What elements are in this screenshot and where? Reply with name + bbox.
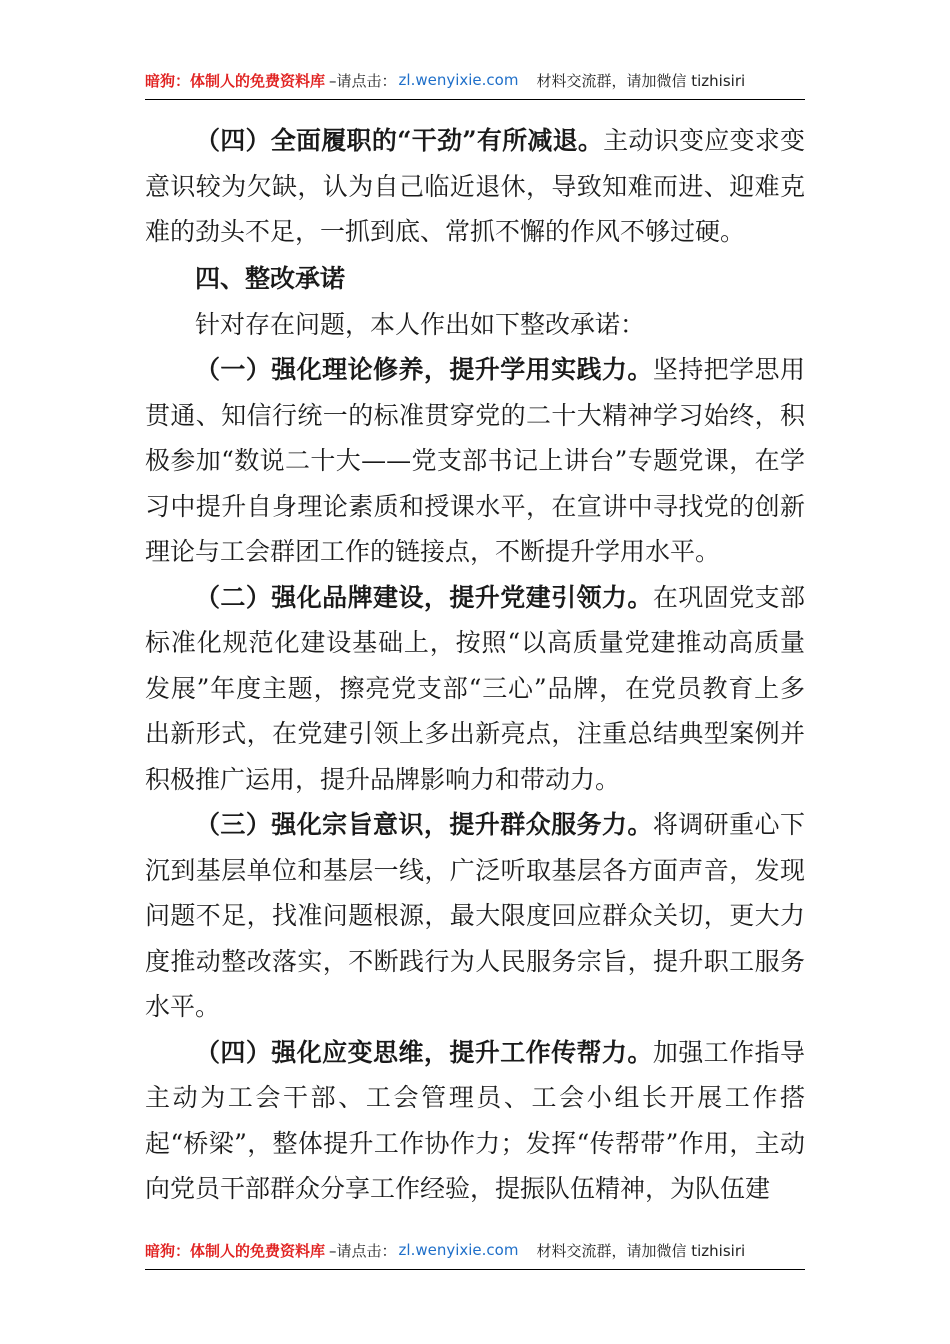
- document-body: [145, 118, 805, 1212]
- commitment-1: [145, 347, 805, 575]
- footer-contact: 材料交流群，请加微信 tizhisiri: [536, 1241, 746, 1260]
- commitment-2: [145, 575, 805, 803]
- footer-brand: 暗狗：体制人的免费资料库: [145, 1241, 326, 1260]
- paragraph-lead: （三）强化宗旨意识，提升群众服务力。: [195, 810, 653, 839]
- header-contact: 材料交流群，请加微信 tizhisiri: [536, 71, 746, 90]
- section-heading: 四、整改承诺: [195, 263, 346, 293]
- paragraph-text: 加强工作指导主动为工会干部、工会管理员、工会小组长开展工作搭起“桥梁”，整体提升工作协作力；发挥“传帮带”作用，主动向党员干部群众分享工作经验，提振队伍精神，为队伍建: [145, 1037, 805, 1203]
- page-footer: [145, 1236, 805, 1264]
- commitment-3: [145, 802, 805, 1030]
- intro-paragraph: 针对存在问题，本人作出如下整改承诺：: [195, 309, 646, 339]
- header-rule: [145, 99, 805, 100]
- header-brand: 暗狗：体制人的免费资料库: [145, 71, 326, 90]
- paragraph-4-shortcoming: [145, 118, 805, 255]
- header-link[interactable]: zl.wenyixie.com: [398, 71, 519, 89]
- footer-prompt: –请点击：: [329, 1241, 397, 1260]
- paragraph-text: 主动识变应变求变意识较为欠缺，认为自己临近退休，导致知难而进、迎难克难的劲头不足，一抓到底、常抓不懈的作风不够过硬。: [145, 126, 805, 246]
- paragraph-lead: （四）全面履职的“干劲”有所减退。: [195, 126, 604, 155]
- paragraph-text: 在巩固党支部标准化规范化建设基础上，按照“以高质量党建推动高质量发展”年度主题，擦亮党支部“三心”品牌，在党员教育上多出新形式，在党建引领上多出新亮点，注重总结典型案例并积极推广运用，提升品牌影响力和带动力。: [145, 582, 805, 794]
- paragraph-lead: （四）强化应变思维，提升工作传帮力。: [195, 1037, 653, 1067]
- commitment-4: [145, 1030, 805, 1212]
- page-header: [145, 66, 805, 94]
- paragraph-text: 坚持把学思用贯通、知信行统一的标准贯穿党的二十大精神学习始终，积极参加“数说二十大——党支部书记上讲台”专题党课，在学习中提升自身理论素质和授课水平，在宣讲中寻找党的创新理论与工会群团工作的链接点，不断提升学用水平。: [145, 355, 805, 566]
- paragraph-lead: （二）强化品牌建设，提升党建引领力。: [195, 582, 653, 612]
- footer-rule: [145, 1269, 805, 1270]
- paragraph-text: 将调研重心下沉到基层单位和基层一线，广泛听取基层各方面声音，发现问题不足，找准问题根源，最大限度回应群众关切，更大力度推动整改落实，不断践行为人民服务宗旨，提升职工服务水平。: [145, 810, 805, 1021]
- header-prompt: –请点击：: [329, 71, 397, 90]
- paragraph-lead: （一）强化理论修养，提升学用实践力。: [195, 355, 653, 384]
- footer-link[interactable]: zl.wenyixie.com: [398, 1241, 519, 1259]
